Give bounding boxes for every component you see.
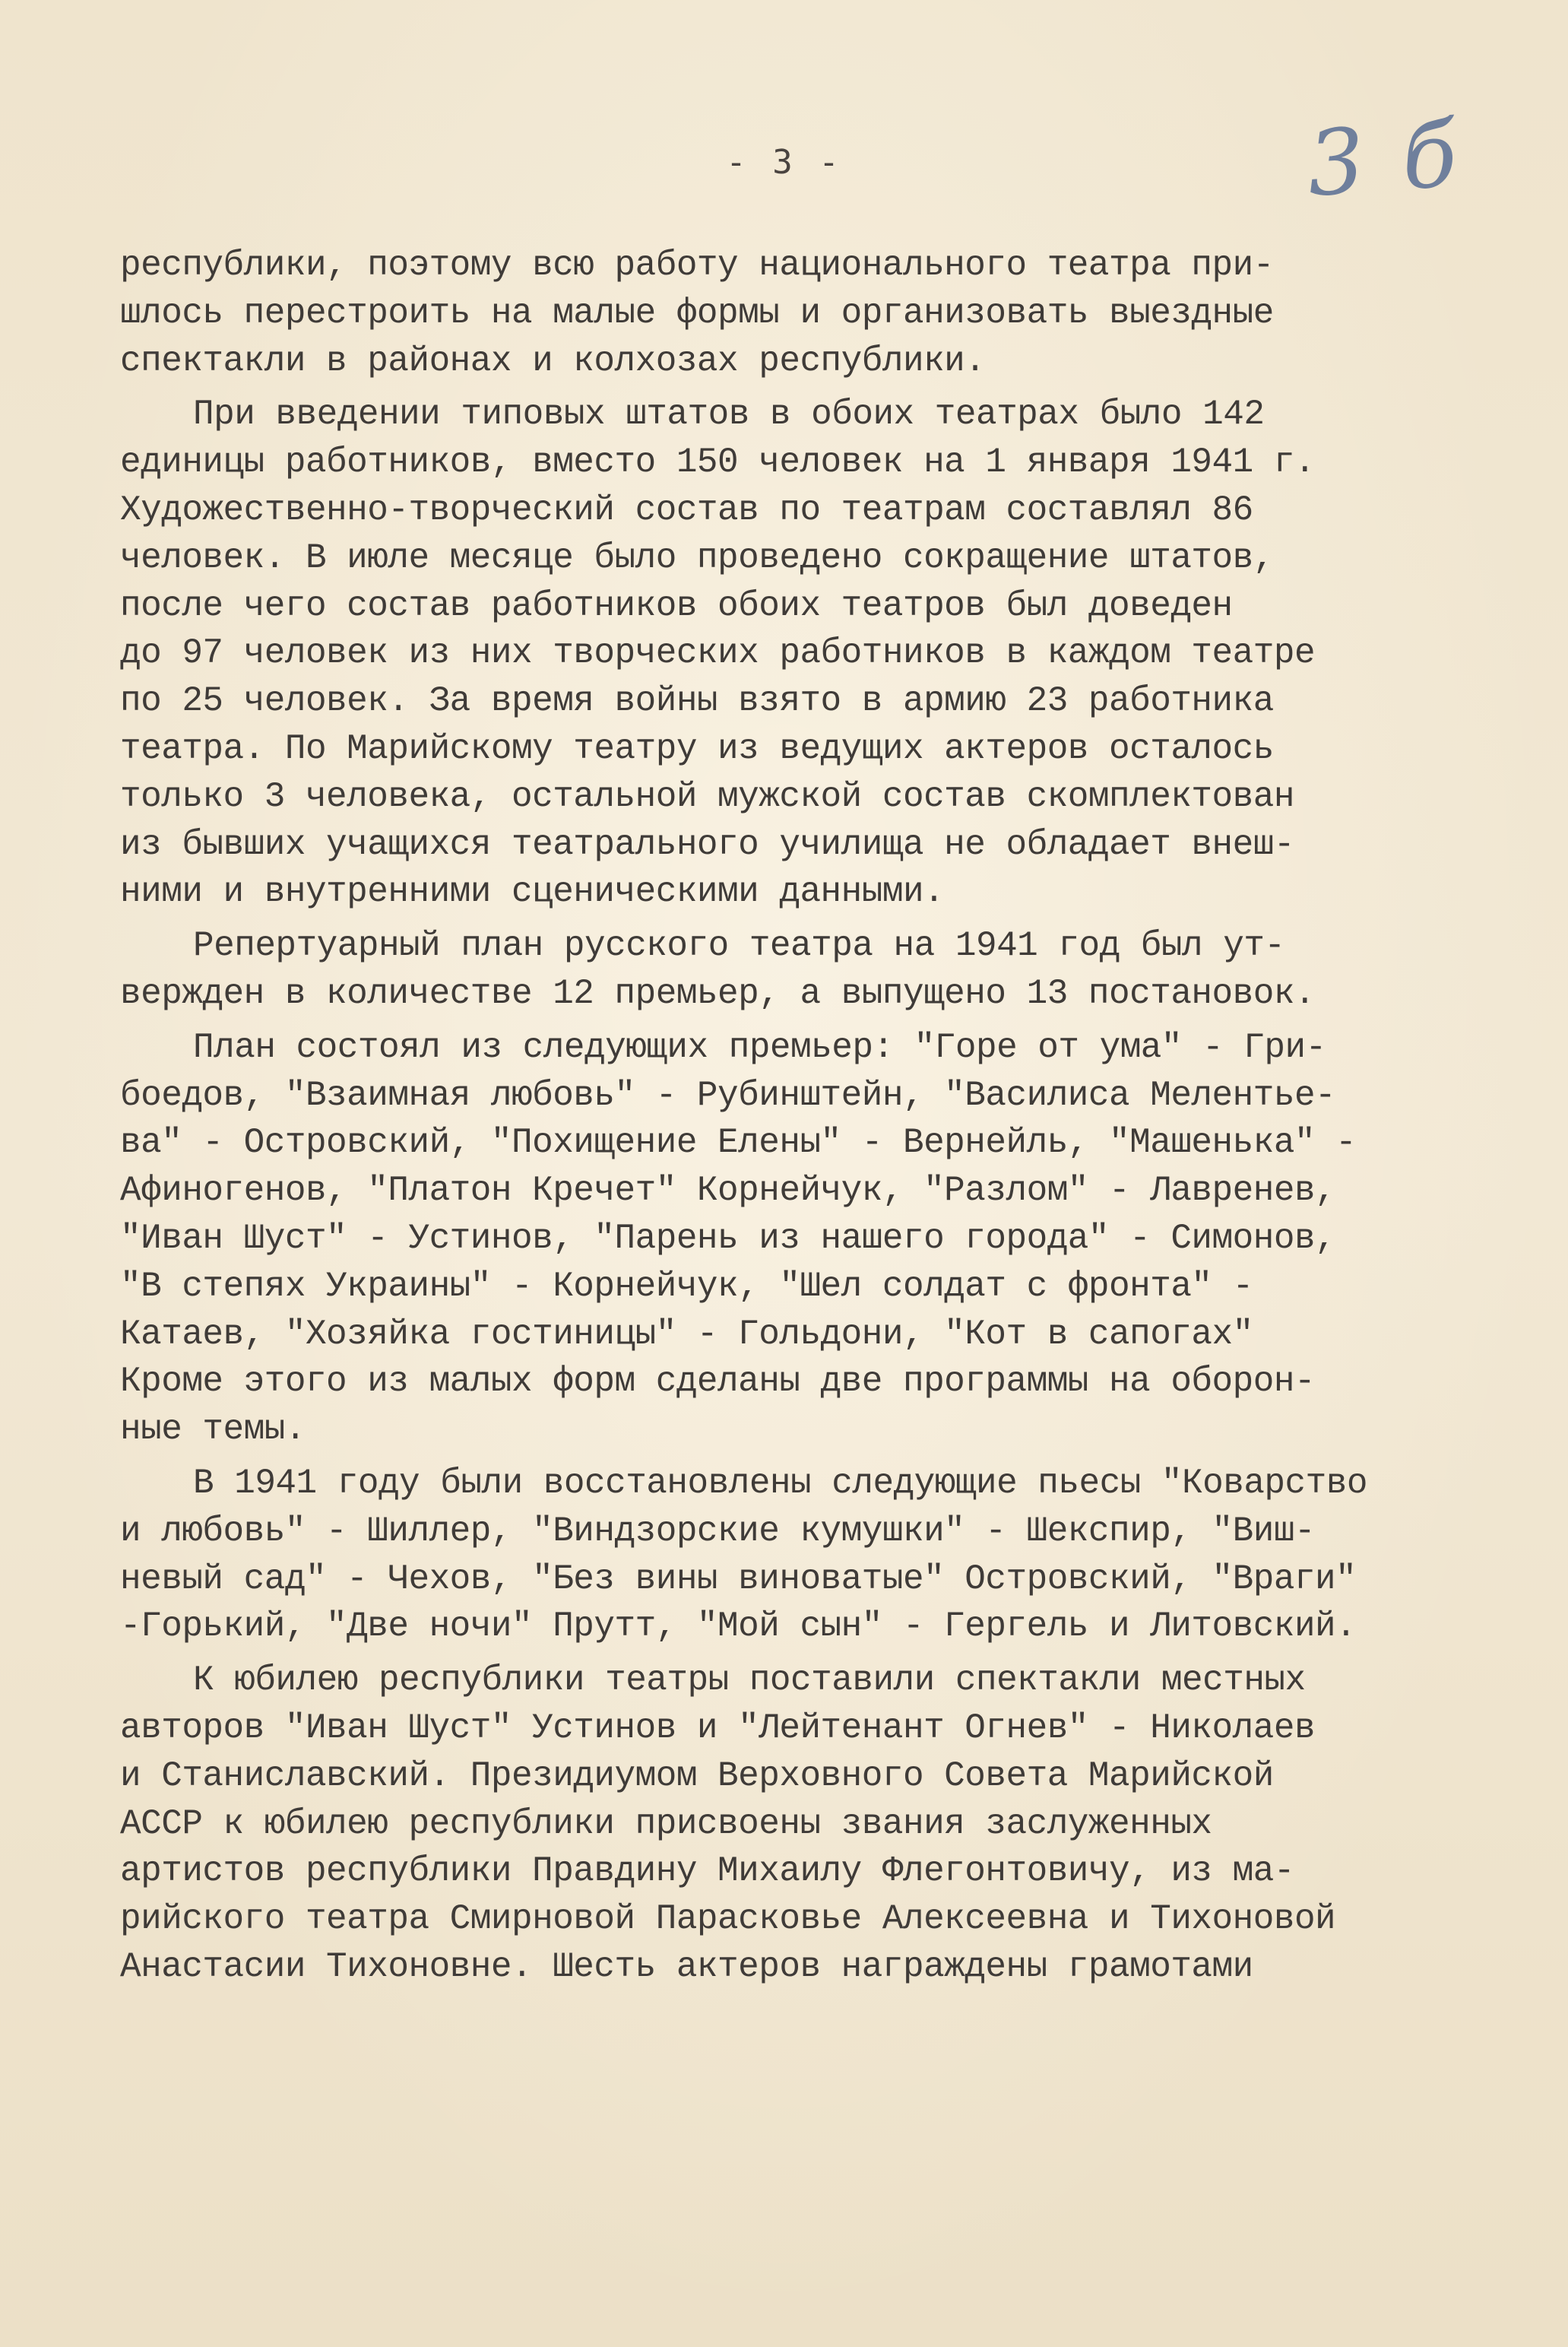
text-line: ные темы.	[120, 1410, 306, 1450]
handwritten-page-number: 3 б	[1303, 101, 1465, 217]
text-line: только 3 человека, остальной мужской состав скомплектован	[120, 776, 1294, 817]
text-line: единицы работников, вместо 150 человек на 1 января 1941 г.	[120, 442, 1316, 483]
text-line: ва" - Островский, "Похищение Елены" - Вернейль, "Машенька" -	[120, 1123, 1357, 1163]
text-line: Катаев, "Хозяйка гостиницы" - Гольдони, "Кот в сапогах"	[120, 1314, 1253, 1354]
text-line: невый сад" - Чехов, "Без вины виноватые" Островский, "Враги"	[120, 1559, 1357, 1599]
text-line: Кроме этого из малых форм сделаны две программы на оборон-	[120, 1362, 1316, 1402]
text-line: рийского театра Смирновой Парасковье Алексеевна и Тихоновой	[120, 1899, 1336, 1939]
page-number: - 3 -	[726, 143, 842, 182]
text-line: и любовь" - Шиллер, "Виндзорские кумушки" - Шекспир, "Виш-	[120, 1511, 1316, 1551]
text-line: При введении типовых штатов в обоих театрах было 142	[193, 395, 1265, 435]
text-line: Афиногенов, "Платон Кречет" Корнейчук, "Разлом" - Лавренев,	[120, 1171, 1336, 1211]
text-line: боедов, "Взаимная любовь" - Рубинштейн, "Василиса Мелентье-	[120, 1075, 1336, 1115]
text-line: артистов республики Правдину Михаилу Флегонтовичу, из ма-	[120, 1851, 1294, 1892]
text-line: План состоял из следующих премьер: "Горе от ума" - Гри-	[193, 1027, 1326, 1067]
text-line: В 1941 году были восстановлены следующие пьесы "Коварство	[193, 1463, 1367, 1503]
text-line: после чего состав работников обоих театров был доведен	[120, 585, 1233, 626]
text-line: ними и внутренними сценическими данными.	[120, 872, 945, 912]
text-line: -Горький, "Две ночи" Прутт, "Мой сын" - Гергель и Литовский.	[120, 1606, 1357, 1647]
text-line: и Станиславский. Президиумом Верховного Совета Марийской	[120, 1755, 1274, 1796]
text-line: вержден в количестве 12 премьер, а выпущено 13 постановок.	[120, 973, 1316, 1013]
text-line: до 97 человек из них творческих работников в каждом театре	[120, 633, 1316, 674]
text-line: спектакли в районах и колхозах республики.	[120, 341, 986, 381]
text-line: по 25 человек. За время войны взято в армию 23 работника	[120, 681, 1274, 722]
text-line: авторов "Иван Шуст" Устинов и "Лейтенант Огнев" - Николаев	[120, 1708, 1316, 1748]
text-line: К юбилею республики театры поставили спектакли местных	[193, 1660, 1306, 1701]
text-line: театра. По Марийскому театру из ведущих актеров осталось	[120, 728, 1274, 769]
text-line: Художественно-творческий состав по театрам составлял 86	[120, 490, 1253, 530]
text-line: из бывших учащихся театрального училища не обладает внеш-	[120, 824, 1294, 864]
document-body	[120, 242, 1564, 1991]
text-line: Анастасии Тихоновне. Шесть актеров награждены грамотами	[120, 1946, 1253, 1987]
text-line: шлось перестроить на малые формы и организовать выездные	[120, 293, 1274, 333]
text-line: "В степях Украины" - Корнейчук, "Шел солдат с фронта" -	[120, 1266, 1253, 1306]
text-line: АССР к юбилею республики присвоены звания заслуженных	[120, 1803, 1212, 1844]
text-line: "Иван Шуст" - Устинов, "Парень из нашего города" - Симонов,	[120, 1218, 1336, 1258]
text-line: человек. В июле месяце было проведено сокращение штатов,	[120, 538, 1274, 578]
text-line: Репертуарный план русского театра на 1941 год был ут-	[193, 926, 1285, 966]
text-line: республики, поэтому всю работу национального театра при-	[120, 246, 1274, 285]
